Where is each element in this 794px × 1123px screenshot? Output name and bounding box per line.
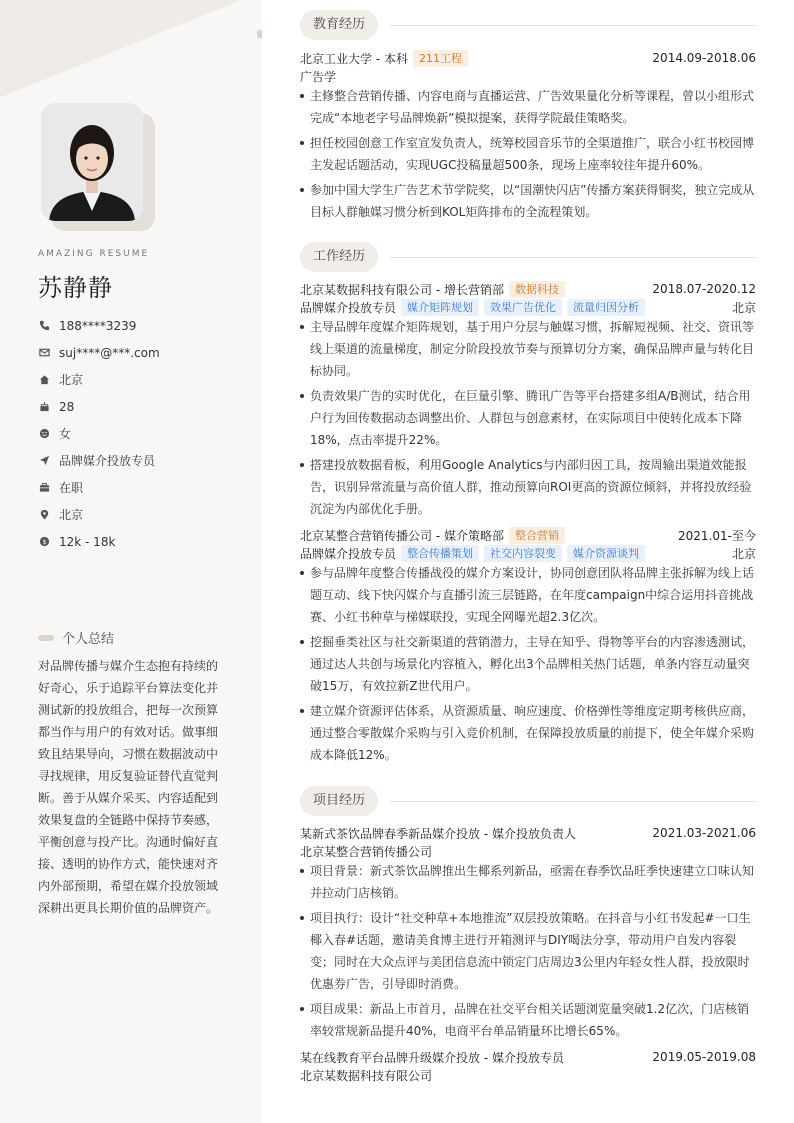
education-date: 2014.09-2018.06	[652, 51, 756, 65]
heading-marker	[38, 635, 54, 641]
work-heading	[300, 242, 756, 272]
job-date: 2021.01-至今	[678, 528, 756, 543]
list-item: 挖掘垂类社区与社交新渠道的营销潜力，主导在知乎、得物等平台的内容渗透测试，通过达人共创与场景化内容植入，孵化出3个品牌相关热门话题，单条内容互动量突破15万，有效拉新Z世代用户。	[300, 631, 756, 697]
education-header	[300, 49, 756, 67]
projects-title: 项目经历	[300, 786, 378, 816]
skill-tag: 整合传播策划	[401, 545, 479, 562]
job-city: 北京	[731, 300, 756, 315]
education-bullets	[300, 85, 756, 226]
info-email	[38, 339, 248, 366]
list-item: 项目成果：新品上市首月，品牌在社交平台相关话题浏览量突破1.2亿次，门店核销率较常规新品提升40%，电商平台单品销量环比增长65%。	[300, 998, 756, 1042]
skill-tag: 社交内容裂变	[484, 545, 562, 562]
info-city-text: 北京	[59, 373, 84, 387]
school-badge: 211工程	[413, 50, 468, 67]
info-status-text: 在职	[59, 481, 84, 495]
list-item: 搭建投放数据看板，利用Google Analytics与内部归因工具，按周输出渠道效能报告，识别异常流量与高价值人群，推动预算向ROI更高的资源位倾斜，并将投放经验沉淀为内部优化手册。	[300, 454, 756, 520]
info-phone-text: 188****3239	[59, 318, 137, 333]
job-date: 2018.07-2020.12	[652, 282, 756, 296]
education-title: 教育经历	[300, 10, 378, 40]
skill-tag: 效果广告优化	[484, 299, 562, 316]
job-company: 北京某整合营销传播公司 - 媒介策略部	[300, 528, 504, 543]
summary-title: 个人总结	[62, 632, 115, 647]
info-status	[38, 474, 248, 501]
school-name: 北京工业大学 - 本科	[300, 51, 408, 66]
project-company: 北京某整合营销传播公司	[300, 844, 433, 859]
info-gender-text: 女	[59, 427, 72, 441]
email-icon	[38, 347, 50, 359]
project-name: 某在线教育平台品牌升级媒介投放 - 媒介投放专员	[300, 1050, 564, 1065]
list-item: 主修整合营销传播、内容电商与直播运营、广告效果量化分析等课程，曾以小组形式完成“本地老字号品牌焕新”模拟提案，获得学院最佳策略奖。	[300, 85, 756, 129]
list-item: 项目执行：设计“社交种草+本地推流”双层投放策略。在抖音与小红书发起#一口生椰入春#话题，邀请美食博主进行开箱测评与DIY喝法分享，带动用户自发内容裂变；同时在大众点评与美团信息流中锁定门店周边3公里内年轻女性人群，投放限时优惠券广告，引导即时消费。	[300, 907, 756, 995]
info-age-text: 28	[59, 399, 75, 414]
info-city	[38, 366, 248, 393]
list-item: 担任校园创意工作室宣发负责人，统筹校园音乐节的全渠道推广，联合小红书校园博主发起话题活动，实现UGC投稿量超500条，现场上座率较往年提升60%。	[300, 132, 756, 176]
project-name: 某新式茶饮品牌春季新品媒介投放 - 媒介投放负责人	[300, 826, 576, 841]
job-2-role-row	[300, 544, 756, 562]
info-gender	[38, 420, 248, 447]
info-location-text: 北京	[59, 508, 84, 522]
info-position	[38, 447, 248, 474]
home-icon	[38, 374, 50, 386]
project-date: 2019.05-2019.08	[652, 1050, 756, 1064]
location-icon	[38, 509, 50, 521]
job-2-header	[300, 526, 756, 544]
projects-heading	[300, 786, 756, 816]
skill-tag: 媒介矩阵规划	[401, 299, 479, 316]
job-role: 品牌媒介投放专员	[300, 300, 397, 315]
briefcase-icon	[38, 482, 50, 494]
job-2-bullets	[300, 562, 756, 769]
job-company: 北京某数据科技有限公司 - 增长营销部	[300, 282, 504, 297]
job-role: 品牌媒介投放专员	[300, 546, 397, 561]
sidebar	[0, 0, 262, 1123]
info-age	[38, 393, 248, 420]
info-salary	[38, 528, 248, 555]
svg-text:$: $	[41, 537, 47, 546]
info-position-text: 品牌媒介投放专员	[59, 454, 156, 468]
list-item: 项目背景：新式茶饮品牌推出生椰系列新品，亟需在春季饮品旺季快速建立口味认知并拉动门店核销。	[300, 860, 756, 904]
summary-heading	[38, 628, 114, 647]
skill-tag: 流量归因分析	[567, 299, 645, 316]
job-city: 北京	[731, 546, 756, 561]
summary-text: 对品牌传播与媒介生态抱有持续的好奇心，乐于追踪平台算法变化并测试新的投放组合，把每一次预算都当作与用户的有效对话。做事细致且结果导向，习惯在数据波动中寻找规律，用反复验证替代直觉判断。善于从媒介采买、内容适配到效果复盘的全链路中保持节奏感，平衡创意与投产比。沟通时偏好直接、透明的协作方式，能快速对齐内外部预期，希望在媒介投放领域深耕出更具长期价值的品牌资产。	[38, 659, 219, 915]
divider	[390, 257, 756, 258]
divider	[390, 801, 756, 802]
list-item: 建立媒介资源评估体系，从资源质量、响应速度、价格弹性等维度定期考核供应商，通过整合零散媒介采购与引入竞价机制，在保障投放质量的前提下，使全年媒介采购成本降低12%。	[300, 700, 756, 766]
contact-info-list	[38, 312, 248, 555]
gender-icon	[38, 428, 50, 440]
skill-tag: 媒介资源谈判	[567, 545, 645, 562]
list-item: 负责效果广告的实时优化，在巨量引擎、腾讯广告等平台搭建多组A/B测试，结合用户行为回传数据动态调整出价、人群包与创意素材，在实际项目中使转化成本下降18%，点击率提升22%。	[300, 385, 756, 451]
send-icon	[38, 455, 50, 467]
project-1-company-row	[300, 842, 756, 860]
education-heading	[300, 10, 756, 40]
project-company: 北京某数据科技有限公司	[300, 1068, 433, 1083]
divider	[390, 25, 756, 26]
job-1-role-row	[300, 298, 756, 316]
job-1-bullets	[300, 316, 756, 523]
decorative-dot	[257, 30, 262, 38]
candidate-name: 苏静静	[38, 274, 113, 302]
list-item: 参加中国大学生广告艺术节学院奖，以“国潮快闪店”传播方案获得铜奖，独立完成从目标人群触媒习惯分析到KOL矩阵排布的全流程策划。	[300, 179, 756, 223]
education-major-row	[300, 67, 756, 85]
info-email-text: suj****@***.com	[59, 345, 160, 360]
salary-icon	[38, 536, 50, 548]
info-phone	[38, 312, 248, 339]
info-salary-text: 12k - 18k	[59, 534, 116, 549]
project-2-company-row	[300, 1066, 756, 1084]
job-badge: 数据科技	[509, 281, 565, 298]
list-item: 参与品牌年度整合传播战役的媒介方案设计，协同创意团队将品牌主张拆解为线上话题互动、线下快闪媒介与直播引流三层链路，在年度campaign中综合运用抖音挑战赛、小红书种草与梯媒联投，实现全网曝光超2.3亿次。	[300, 562, 756, 628]
cake-icon	[38, 401, 50, 413]
list-item: 主导品牌年度媒介矩阵规划，基于用户分层与触媒习惯，拆解短视频、社交、资讯等线上渠道的流量梯度，制定分阶段投放节奏与预算切分方案，确保品牌声量与转化目标协同。	[300, 316, 756, 382]
job-1-header	[300, 280, 756, 298]
education-major: 广告学	[300, 69, 337, 84]
decorative-shape	[0, 0, 262, 99]
project-2-header	[300, 1048, 756, 1066]
job-badge: 整合营销	[509, 527, 565, 544]
project-1-bullets	[300, 860, 756, 1045]
avatar	[41, 103, 143, 221]
project-1-header	[300, 824, 756, 842]
phone-icon	[38, 320, 50, 332]
work-title: 工作经历	[300, 242, 378, 272]
project-date: 2021.03-2021.06	[652, 826, 756, 840]
resume-tagline: AMAZING RESUME	[38, 249, 150, 259]
info-location	[38, 501, 248, 528]
